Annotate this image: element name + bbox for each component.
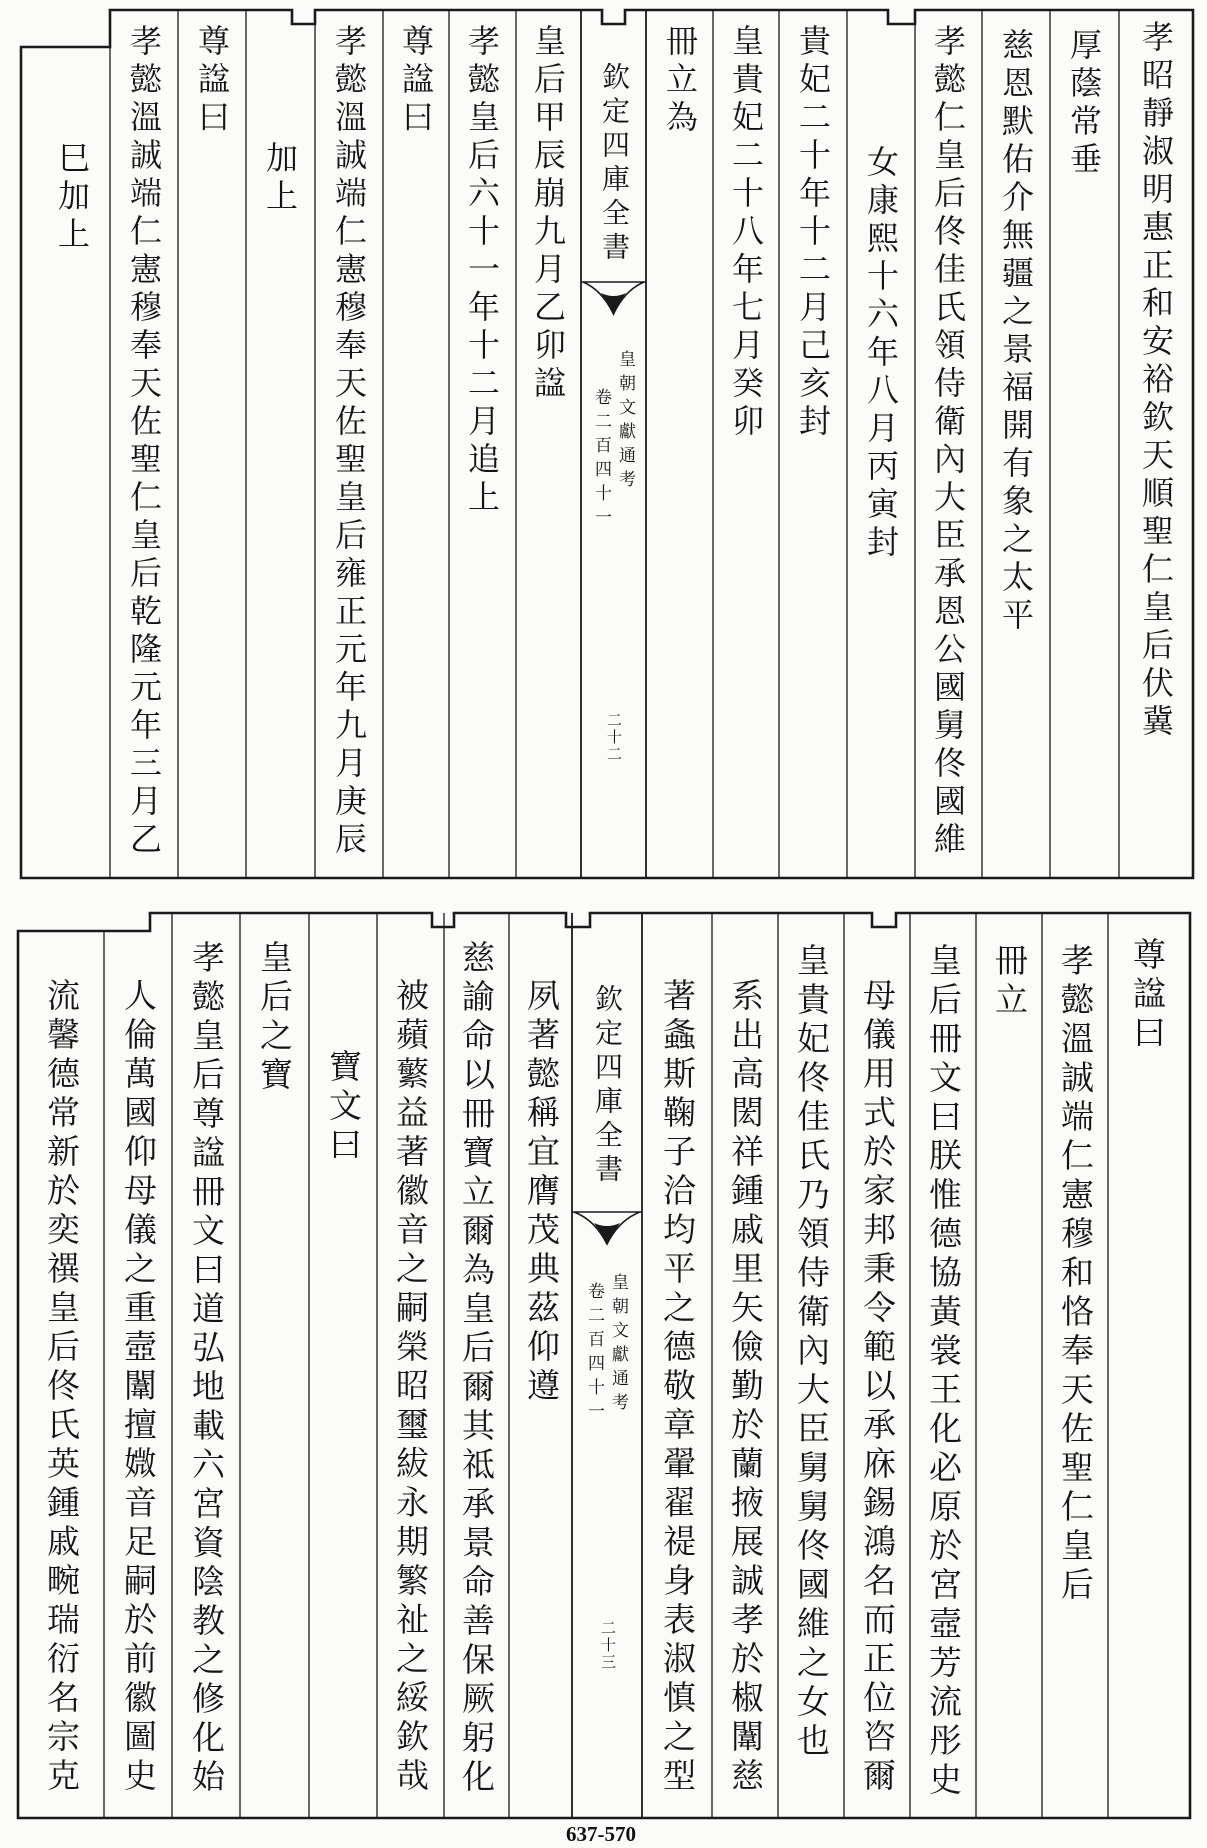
text-column: 皇貴妃佟佳氏乃領侍衛內大臣舅舅佟國維之女也 [792,943,831,1762]
margin-title: 欽定四庫全書 [591,984,624,1188]
text-column: 冊立 [990,943,1029,1021]
text-column: 孝懿溫誠端仁憲穆奉天佐聖皇后雍正元年九月庚辰 [330,24,368,860]
text-column: 皇貴妃二十八年七月癸卯 [727,24,765,442]
text-column: 流馨德常新於奕禩皇后佟氏英鍾戚畹瑞衍名宗克 [42,978,81,1797]
text-column: 孝懿溫誠端仁憲穆和恪奉天佐聖仁皇后 [1056,943,1095,1606]
text-column: 貴妃二十年十二月己亥封 [794,24,832,442]
text-column: 皇后之寶 [255,940,294,1096]
margin-book-title: 皇朝文獻通考 [608,1273,628,1417]
text-column: 冊立為 [661,24,699,138]
text-column: 系出高閎祥鍾戚里矢儉勤於蘭掖展誠孝於椒闈慈 [726,978,765,1797]
text-column: 著螽斯鞠子洽均平之德敬章翬翟禔身表淑慎之型 [658,978,697,1797]
text-column: 寶文曰 [324,1049,363,1166]
text-column: 尊諡曰 [193,24,231,138]
text-column: 女康熙十六年八月丙寅封 [862,145,900,563]
text-column: 孝懿溫誠端仁憲穆奉天佐聖仁皇后乾隆元年三月乙 [125,24,163,860]
text-column: 加上 [261,141,299,217]
text-column: 巳加上 [53,141,91,255]
margin-volume: 卷二百四十一 [591,388,611,532]
text-column: 母儀用式於家邦秉令範以承庥錫鴻名而正位咨爾 [858,978,897,1797]
margin-leaf-number: 二十二 [605,712,623,763]
text-column: 被蘋蘩益著徽音之嗣榮昭璽紱永期繁祉之綏欽哉 [391,978,430,1797]
margin-book-title: 皇朝文獻通考 [615,350,635,494]
text-column: 尊諡曰 [1128,937,1167,1054]
text-column: 人倫萬國仰母儀之重壼闈擅媺音足嗣於前徽圖史 [119,978,158,1797]
margin-leaf-number: 二十三 [599,1620,617,1671]
text-column: 尊諡曰 [397,24,435,138]
text-column: 慈恩默佑介無疆之景福開有象之太平 [997,28,1035,636]
text-column: 厚蔭常垂 [1065,28,1103,180]
text-column: 孝懿皇后六十一年十二月追上 [463,24,501,518]
text-column: 皇后甲辰崩九月乙卯諡 [529,24,567,404]
text-column: 皇后冊文曰朕惟德協黃裳王化必原於宮壼芳流彤史 [924,943,963,1801]
text-column: 孝懿仁皇后佟佳氏領侍衛內大臣承恩公國舅佟國維 [929,24,967,860]
fish-tail-ornament [581,282,646,314]
page-number: 637-570 [566,1822,636,1846]
text-column: 慈諭命以冊寶立爾為皇后爾其祗承景命善保厥躬化 [457,940,496,1798]
fish-tail-ornament [572,1212,642,1244]
margin-volume: 卷二百四十一 [584,1282,604,1426]
margin-title: 欽定四庫全書 [598,62,631,266]
text-column: 孝昭靜淑明惠正和安裕欽天順聖仁皇后伏冀 [1137,20,1175,742]
text-column: 孝懿皇后尊諡冊文曰道弘地載六宮資陰教之修化始 [187,940,226,1798]
text-column: 夙著懿稱宜膺茂典茲仰遵 [522,978,561,1407]
